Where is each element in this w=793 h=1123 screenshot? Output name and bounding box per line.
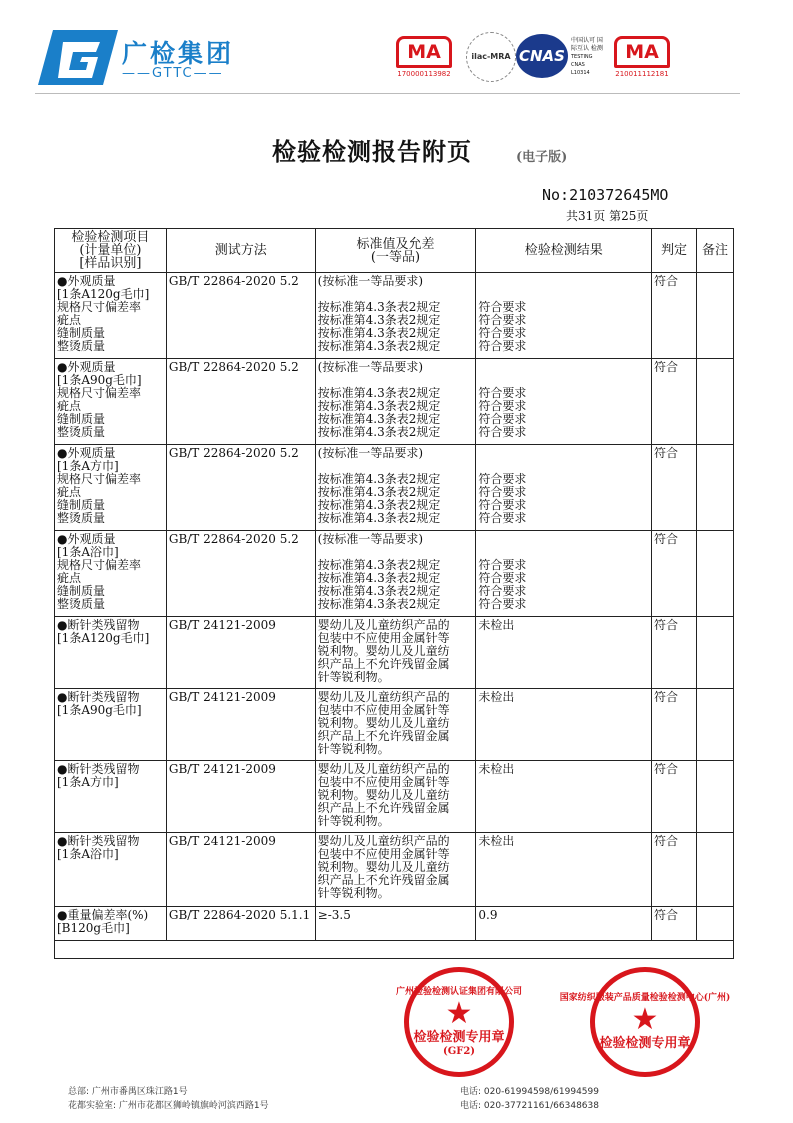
cnas-text: 中国认可 国际互认 检测 TESTING CNAS L10314	[571, 37, 603, 76]
official-stamp-gf2	[396, 967, 523, 1077]
cell-note	[696, 689, 733, 761]
cell-method: GB/T 24121-2009	[166, 689, 315, 761]
cell-note	[696, 273, 733, 359]
cell-method: GB/T 24121-2009	[166, 761, 315, 833]
cell-standard: (按标准一等品要求) 按标准第4.3条表2规定 按标准第4.3条表2规定 按标准第4.3条表2规定 按标准第4.3条表2规定	[315, 273, 476, 359]
cell-note	[696, 907, 733, 941]
cell-method: GB/T 24121-2009	[166, 833, 315, 907]
cell-method: GB/T 22864-2020 5.2	[166, 359, 315, 445]
cell-method: GB/T 22864-2020 5.1.1	[166, 907, 315, 941]
star-icon: ★	[445, 995, 473, 1031]
cell-item: ●外观质量 [1条A浴巾] 规格尺寸偏差率 疵点 缝制质量 整烫质量	[55, 531, 167, 617]
empty-row	[55, 941, 734, 959]
cell-standard: (按标准一等品要求) 按标准第4.3条表2规定 按标准第4.3条表2规定 按标准第4.3条表2规定 按标准第4.3条表2规定	[315, 359, 476, 445]
star-icon: ★	[631, 1001, 659, 1037]
cell-standard: ≥-3.5	[315, 907, 476, 941]
header-judgement: 判定	[652, 229, 697, 273]
cell-judge: 符合	[652, 833, 697, 907]
table-row	[55, 531, 734, 617]
cell-result: 未检出	[476, 689, 652, 761]
cell-result: 符合要求 符合要求 符合要求 符合要求	[476, 445, 652, 531]
cell-standard: 婴幼儿及儿童纺织产品的 包装中不应使用金属针等 锐利物。婴幼儿及儿童纺 织产品上不允许残留金属 针等锐利物。	[315, 833, 476, 907]
cell-result: 符合要求 符合要求 符合要求 符合要求	[476, 273, 652, 359]
cell-judge: 符合	[652, 531, 697, 617]
stamp-code: (GF2)	[442, 1045, 476, 1057]
header-divider	[35, 93, 740, 94]
cell-item: ●断针类残留物 [1条A120g毛巾]	[55, 617, 167, 689]
table-row	[55, 445, 734, 531]
brand-en: ——GTTC——	[122, 66, 224, 81]
cell-note	[696, 617, 733, 689]
cell-standard: 婴幼儿及儿童纺织产品的 包装中不应使用金属针等 锐利物。婴幼儿及儿童纺 织产品上不允许残留金属 针等锐利物。	[315, 689, 476, 761]
cell-item: ●外观质量 [1条A方巾] 规格尺寸偏差率 疵点 缝制质量 整烫质量	[55, 445, 167, 531]
cell-item: ●重量偏差率(%) [B120g毛巾]	[55, 907, 167, 941]
page-info: 共31页 第25页	[566, 209, 649, 223]
cell-result: 未检出	[476, 617, 652, 689]
cell-note	[696, 531, 733, 617]
stamp-ring-text: 国家纺织服装产品质量检验检测中心(广州)	[559, 992, 731, 1003]
official-stamp-national-center	[559, 967, 731, 1077]
cell-item: ●外观质量 [1条A90g毛巾] 规格尺寸偏差率 疵点 缝制质量 整烫质量	[55, 359, 167, 445]
stamp-ring-text: 广州检验检测认证集团有限公司	[396, 986, 523, 997]
header-standard: 标准值及允差 (一等品)	[315, 229, 476, 273]
cma-badge-1: MA 170000113982	[396, 36, 452, 78]
footer-tel-2: 电话: 020-37721161/66348638	[460, 1101, 599, 1111]
gttc-logo-icon	[38, 30, 118, 85]
report-title: 检验检测报告附页	[272, 137, 472, 166]
footer-hq: 总部: 广州市番禺区珠江路1号	[68, 1087, 188, 1097]
empty-cell	[55, 941, 734, 959]
cell-note	[696, 359, 733, 445]
table-row	[55, 761, 734, 833]
ilac-mra-logo: ilac-MRA	[466, 32, 516, 82]
table-row	[55, 907, 734, 941]
report-number: No:210372645MO	[542, 186, 669, 204]
cell-method: GB/T 22864-2020 5.2	[166, 445, 315, 531]
cell-note	[696, 761, 733, 833]
report-subtitle: (电子版)	[516, 150, 568, 165]
table-row	[55, 273, 734, 359]
brand-name: 广检集团	[122, 39, 235, 68]
cell-judge: 符合	[652, 359, 697, 445]
cell-judge: 符合	[652, 761, 697, 833]
header-note: 备注	[696, 229, 733, 273]
cell-item: ●断针类残留物 [1条A90g毛巾]	[55, 689, 167, 761]
cell-result: 未检出	[476, 833, 652, 907]
table-header-row	[55, 229, 734, 273]
header-result: 检验检测结果	[476, 229, 652, 273]
cell-result: 0.9	[476, 907, 652, 941]
footer-tel-1: 电话: 020-61994598/61994599	[460, 1087, 599, 1097]
stamp-use-text: 检验检测专用章	[599, 1035, 691, 1051]
header-method: 测试方法	[166, 229, 315, 273]
cell-item: ●外观质量 [1条A120g毛巾] 规格尺寸偏差率 疵点 缝制质量 整烫质量	[55, 273, 167, 359]
cell-standard: 婴幼儿及儿童纺织产品的 包装中不应使用金属针等 锐利物。婴幼儿及儿童纺 织产品上不允许残留金属 针等锐利物。	[315, 617, 476, 689]
table-row	[55, 689, 734, 761]
cell-result: 符合要求 符合要求 符合要求 符合要求	[476, 359, 652, 445]
table-row	[55, 359, 734, 445]
cma-badge-2: MA 210011112181	[614, 36, 670, 78]
header-item: 检验检测项目 (计量单位) [样品识别]	[55, 229, 167, 273]
cell-judge: 符合	[652, 445, 697, 531]
cell-judge: 符合	[652, 617, 697, 689]
footer-lab: 花都实验室: 广州市花都区狮岭镇旗岭河滨西路1号	[68, 1101, 269, 1111]
cell-item: ●断针类残留物 [1条A浴巾]	[55, 833, 167, 907]
cell-method: GB/T 24121-2009	[166, 617, 315, 689]
cell-method: GB/T 22864-2020 5.2	[166, 531, 315, 617]
cell-result: 未检出	[476, 761, 652, 833]
cnas-logo: CNAS	[516, 34, 568, 78]
cell-judge: 符合	[652, 907, 697, 941]
table-row	[55, 833, 734, 907]
cell-judge: 符合	[652, 273, 697, 359]
cell-method: GB/T 22864-2020 5.2	[166, 273, 315, 359]
cell-judge: 符合	[652, 689, 697, 761]
cell-note	[696, 833, 733, 907]
table-row	[55, 617, 734, 689]
cell-standard: (按标准一等品要求) 按标准第4.3条表2规定 按标准第4.3条表2规定 按标准第4.3条表2规定 按标准第4.3条表2规定	[315, 531, 476, 617]
results-table	[54, 228, 734, 959]
cell-item: ●断针类残留物 [1条A方巾]	[55, 761, 167, 833]
cell-note	[696, 445, 733, 531]
cell-standard: (按标准一等品要求) 按标准第4.3条表2规定 按标准第4.3条表2规定 按标准第4.3条表2规定 按标准第4.3条表2规定	[315, 445, 476, 531]
cell-standard: 婴幼儿及儿童纺织产品的 包装中不应使用金属针等 锐利物。婴幼儿及儿童纺 织产品上不允许残留金属 针等锐利物。	[315, 761, 476, 833]
cell-result: 符合要求 符合要求 符合要求 符合要求	[476, 531, 652, 617]
stamp-use-text: 检验检测专用章	[413, 1029, 505, 1045]
